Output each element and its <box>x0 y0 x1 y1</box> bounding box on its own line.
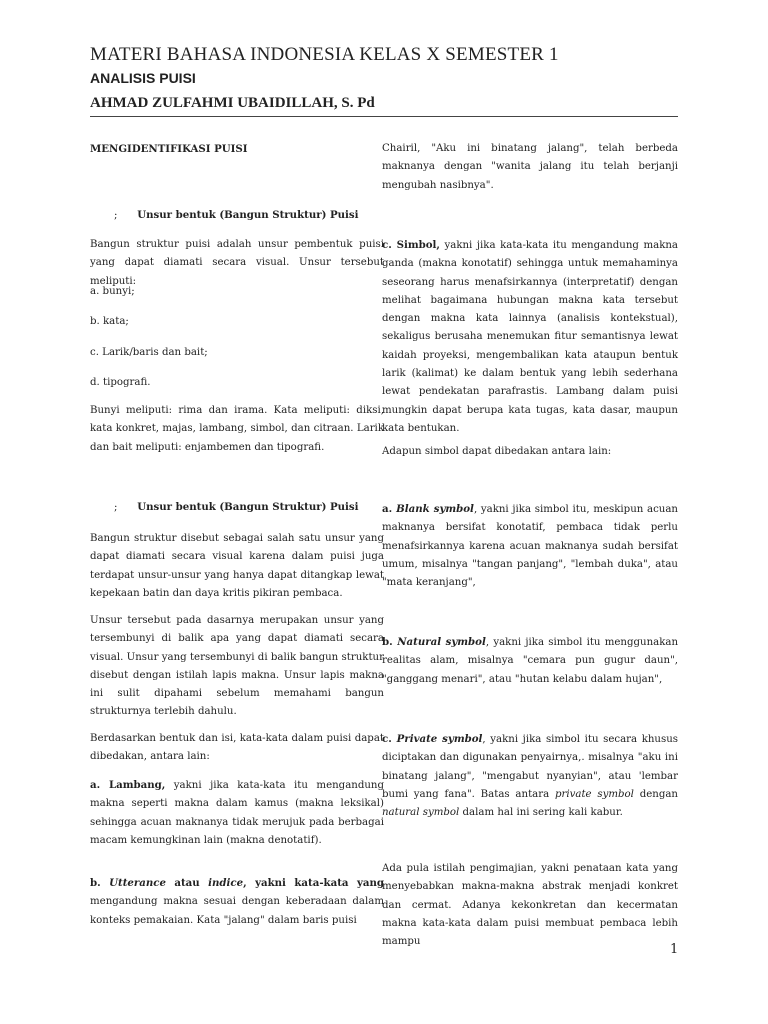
subheading-2 <box>90 498 384 517</box>
subheading-1-text: Unsur bentuk (Bangun Struktur) Puisi <box>137 209 359 221</box>
document-subtitle: ANALISIS PUISI <box>90 70 196 86</box>
private-text-b: dengan <box>633 788 678 800</box>
paragraph-private-symbol <box>382 730 678 822</box>
blank-symbol-term: Blank symbol <box>396 503 474 515</box>
paragraph-1: Bangun struktur puisi adalah unsur pembentuk puisi yang dapat diamati secara visual. Unsur tersebut meliputi: <box>90 239 384 287</box>
paragraph-5: Berdasarkan bentuk dan isi, kata-kata dalam puisi dapat dibedakan, antara lain: <box>90 733 384 763</box>
page-number: 1 <box>670 942 679 957</box>
bullet-1: ; <box>114 210 118 221</box>
paragraph-lambang <box>90 776 384 850</box>
subheading-2-text: Unsur bentuk (Bangun Struktur) Puisi <box>137 501 359 513</box>
section-heading: MENGIDENTIFIKASI PUISI <box>90 143 248 155</box>
paragraph-utterance <box>90 874 384 930</box>
list-item-2: b. kata; <box>90 316 129 327</box>
blank-symbol-text: , yakni jika simbol itu, meskipun acuan maknanya bersifat konotatif, pembaca tidak perlu menafsirkannya karena acuan maknanya sudah bersifat umum, misalnya "tangan panjang", "lembah duka", atau "mata keranjang", <box>382 504 678 589</box>
private-text-a: , yakni jika simbol itu secara khusus diciptakan dan digunakan penyairnya,. misalnya "aku ini binatang jalang", "mengabut nyanyian", atau 'lembar bumi yang fana". Batas antara <box>382 734 679 800</box>
paragraph-chairil: Chairil, "Aku ini binatang jalang", telah berbeda maknanya dengan "wanita jalang itu telah berjanji mengubah nasibnya". <box>382 143 678 191</box>
utterance-term: Utterance <box>109 877 166 889</box>
paragraph-simbol-types: Adapun simbol dapat dibedakan antara lain: <box>382 446 612 457</box>
paragraph-blank-symbol <box>382 500 678 592</box>
paragraph-2: Bunyi meliputi: rima dan irama. Kata meliputi: diksi, kata konkret, majas, lambang, simbol, dan citraan. Larik dan bait meliputi: enjambemen dan tipografi. <box>90 405 384 453</box>
paragraph-pengimajian: Ada pula istilah pengimajian, yakni penataan kata yang menyebabkan makna-makna abstrak menjadi konkret dan cermat. Adanya kekonkretan dan kecermatan makna kata-kata dalam puisi membuat pembaca lebih mampu <box>382 863 678 948</box>
paragraph-3: Bangun struktur disebut sebagai salah satu unsur yang dapat diamati secara visual karena dalam puisi juga terdapat unsur-unsur yang hanya dapat ditangkap lewat kepekaan batin dan daya kritis pikiran pembaca. <box>90 533 384 599</box>
blank-lead: a. <box>382 503 397 515</box>
header-divider <box>90 116 678 117</box>
utterance-mid2: , yakni kata-kata yang <box>243 877 384 889</box>
list-item-1: a. bunyi; <box>90 286 135 297</box>
utterance-lead: b. <box>90 877 110 889</box>
private-symbol-term-2: private symbol <box>554 788 634 800</box>
natural-symbol-term: Natural symbol <box>397 636 486 648</box>
lambang-term: a. Lambang, <box>90 779 166 791</box>
simbol-term: c. Simbol, <box>382 239 440 251</box>
list-item-3: c. Larik/baris dan bait; <box>90 347 208 358</box>
lambang-text: yakni jika kata-kata itu mengandung makna seperti makna dalam kamus (makna leksikal) sehingga acuan maknanya tidak merujuk pada berbagai macam kemungkinan lain (makna denotatif). <box>90 780 384 846</box>
utterance-mid: atau <box>165 877 209 889</box>
private-lead: c. <box>382 733 397 745</box>
document-author: AHMAD ZULFAHMI UBAIDILLAH, S. Pd <box>90 95 375 111</box>
natural-symbol-text: , yakni jika simbol itu menggunakan realitas alam, misalnya "cemara pun gugur daun", "ganggang menari", atau "hutan kelabu dalam hujan", <box>382 637 679 685</box>
natural-lead: b. <box>382 636 398 648</box>
subheading-1 <box>90 206 384 225</box>
private-symbol-term: Private symbol <box>396 733 483 745</box>
private-text-c: dalam hal ini sering kali kabur. <box>459 807 623 819</box>
paragraph-4: Unsur tersebut pada dasarnya merupakan unsur yang tersembunyi di balik apa yang dapat diamati secara visual. Unsur yang tersembunyi di balik bangun struktur disebut dengan istilah lapis makna. Unsur lapis makna ini sulit dipahami sebelum memahami bangun strukturnya terlebih dahulu. <box>90 615 384 718</box>
list-item-4: d. tipografi. <box>90 377 151 388</box>
indice-term: indice <box>208 877 244 889</box>
utterance-text: mengandung makna sesuai dengan keberadaan dalam konteks pemakaian. Kata "jalang" dalam baris puisi <box>90 896 384 926</box>
bullet-2: ; <box>114 502 118 513</box>
paragraph-simbol <box>382 236 678 438</box>
paragraph-natural-symbol <box>382 633 678 689</box>
simbol-text: yakni jika kata-kata itu mengandung makna ganda (makna konotatif) sehingga untuk memahaminya seseorang harus menafsirkannya (interpretatif) dengan melihat bagaimana hubungan makna kata tersebut dengan makna kata lainnya (analisis kontekstual), sekaligus berusaha menemukan fitur semantisnya lewat kaidah proyeksi, mengembalikan kata ataupun bentuk larik (kalimat) ke dalam bentuk yang lebih sederhana lewat pendekatan parafrastis. Lambang dalam puisi mungkin dapat berupa kata tugas, kata dasar, maupun kata bentukan. <box>382 240 679 434</box>
document-title: MATERI BAHASA INDONESIA KELAS X SEMESTER 1 <box>90 44 559 65</box>
natural-symbol-term-2: natural symbol <box>382 807 460 819</box>
